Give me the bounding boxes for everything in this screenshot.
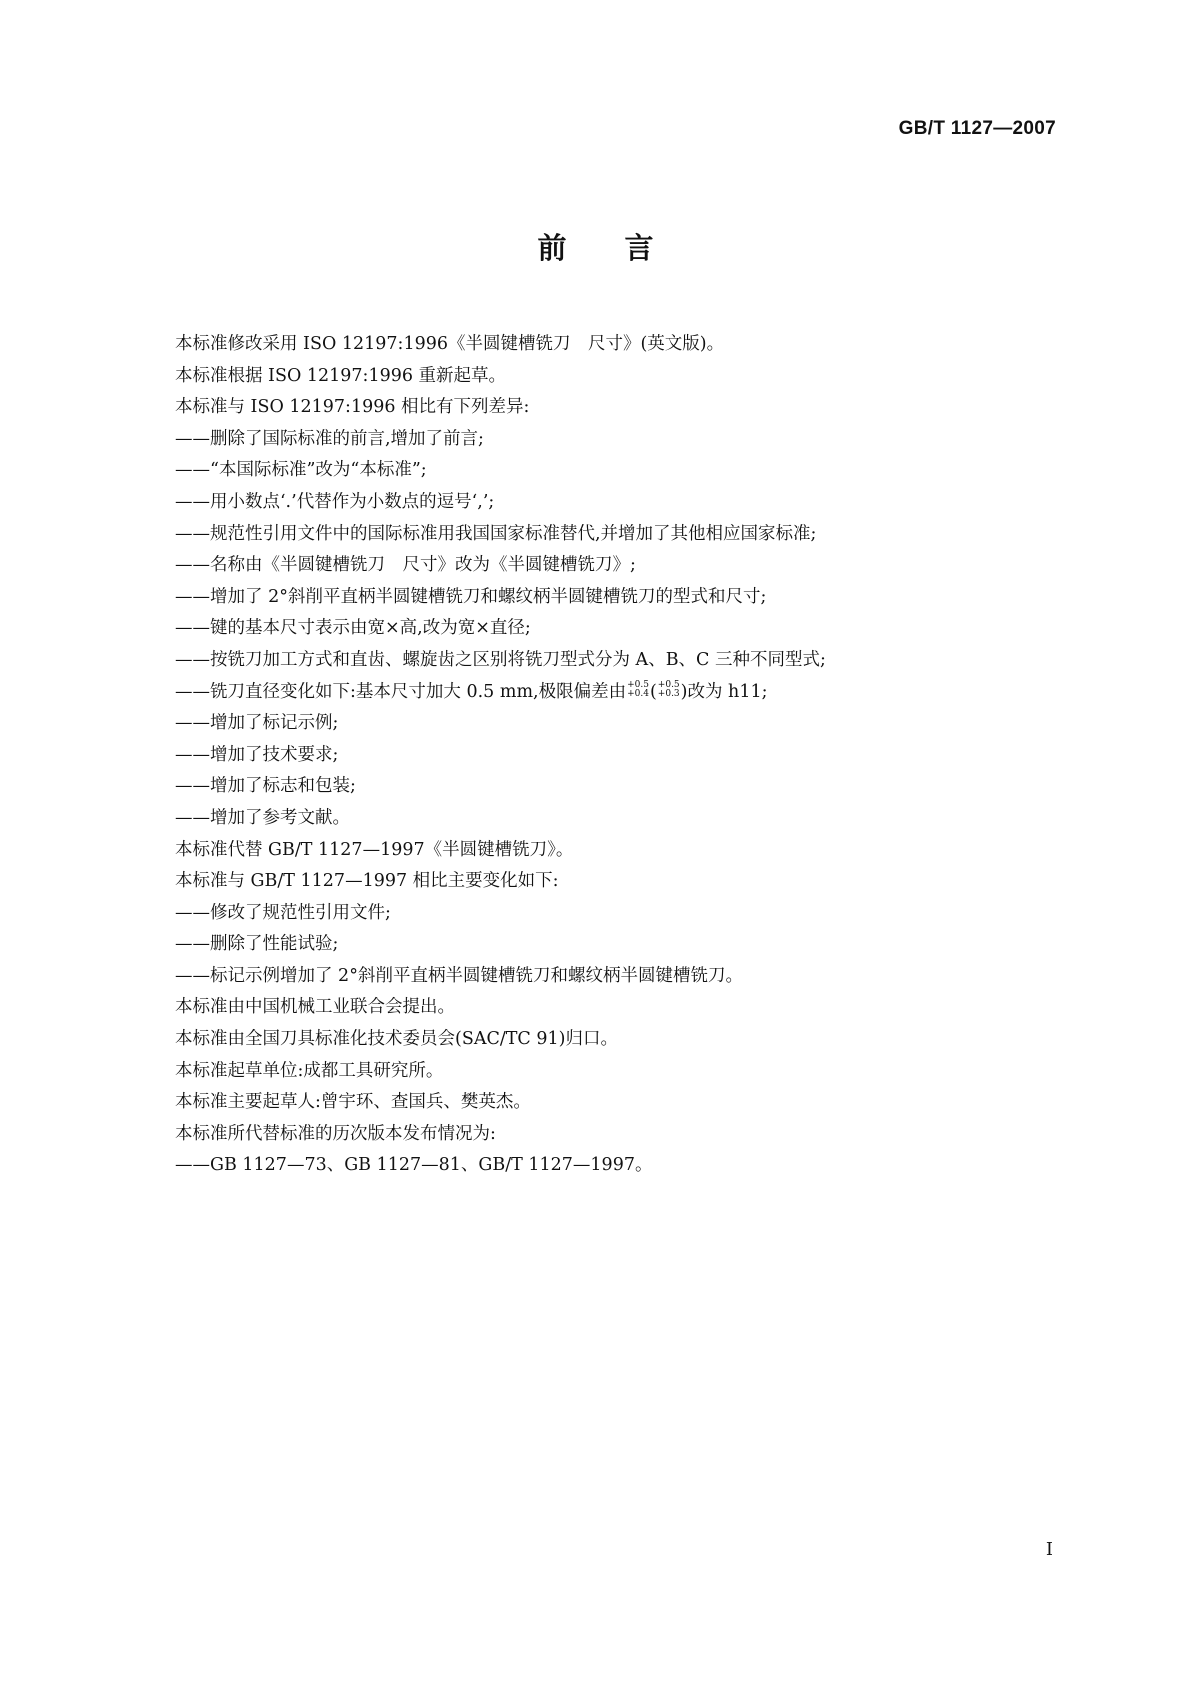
tolerance-old-1 — [627, 681, 649, 699]
list-item: ——按铣刀加工方式和直齿、螺旋齿之区别将铣刀型式分为 A、B、C 三种不同型式; — [175, 649, 826, 670]
list-item: ——用小数点‘.’代替作为小数点的逗号‘,’; — [175, 491, 495, 512]
tolerance-upper: +0.5 — [657, 680, 680, 691]
list-item: ——“本国际标准”改为“本标准”; — [175, 460, 427, 481]
list-item: ——键的基本尺寸表示由宽×高,改为宽×直径; — [175, 618, 531, 639]
list-item: ——修改了规范性引用文件; — [175, 902, 391, 923]
paragraph: 本标准由全国刀具标准化技术委员会(SAC/TC 91)归口。 — [175, 1029, 618, 1050]
list-item: ——名称由《半圆键槽铣刀 尺寸》改为《半圆键槽铣刀》; — [175, 555, 636, 576]
paragraph: 本标准所代替标准的历次版本发布情况为: — [175, 1123, 496, 1144]
list-item: ——增加了参考文献。 — [175, 807, 350, 828]
paragraph: 本标准由中国机械工业联合会提出。 — [175, 997, 455, 1018]
foreword-body — [175, 329, 1075, 1182]
list-item: ——删除了性能试验; — [175, 934, 339, 955]
list-item: ——GB 1127—73、GB 1127—81、GB/T 1127—1997。 — [175, 1155, 653, 1176]
list-item: ——标记示例增加了 2°斜削平直柄半圆键槽铣刀和螺纹柄半圆键槽铣刀。 — [175, 965, 743, 986]
list-item: ——增加了技术要求; — [175, 744, 339, 765]
list-item: ——增加了标志和包装; — [175, 776, 356, 797]
tolerance-lower: +0.3 — [657, 689, 680, 700]
diameter-change-prefix: ——铣刀直径变化如下:基本尺寸加大 0.5 mm,极限偏差由 — [175, 681, 627, 702]
tolerance-old-2 — [658, 681, 680, 699]
diameter-change-suffix: )改为 h11; — [680, 681, 768, 702]
paragraph: 本标准起草单位:成都工具研究所。 — [175, 1060, 444, 1081]
list-item: ——增加了标记示例; — [175, 713, 339, 734]
paragraph: 本标准修改采用 ISO 12197:1996《半圆键槽铣刀 尺寸》(英文版)。 — [175, 334, 725, 354]
tolerance-lower: +0.4 — [627, 689, 649, 700]
page-number: I — [1045, 1539, 1053, 1560]
list-item: ——删除了国际标准的前言,增加了前言; — [175, 428, 484, 449]
paragraph: 本标准与 ISO 12197:1996 相比有下列差异: — [175, 397, 530, 418]
tolerance-upper: +0.5 — [627, 680, 649, 691]
diameter-change-item — [175, 677, 1075, 709]
paragraph: 本标准与 GB/T 1127—1997 相比主要变化如下: — [175, 871, 559, 892]
paragraph: 本标准根据 ISO 12197:1996 重新起草。 — [175, 365, 507, 386]
standard-code-header: GB/T 1127—2007 — [898, 118, 1056, 139]
paragraph: 本标准代替 GB/T 1127—1997《半圆键槽铣刀》。 — [175, 839, 574, 860]
list-item: ——增加了 2°斜削平直柄半圆键槽铣刀和螺纹柄半圆键槽铣刀的型式和尺寸; — [175, 586, 767, 607]
paragraph: 本标准主要起草人:曾宇环、查国兵、樊英杰。 — [175, 1092, 531, 1113]
list-item: ——规范性引用文件中的国际标准用我国国家标准替代,并增加了其他相应国家标准; — [175, 523, 817, 544]
open-paren: ( — [649, 681, 657, 702]
page-title: 前言 — [537, 231, 712, 265]
